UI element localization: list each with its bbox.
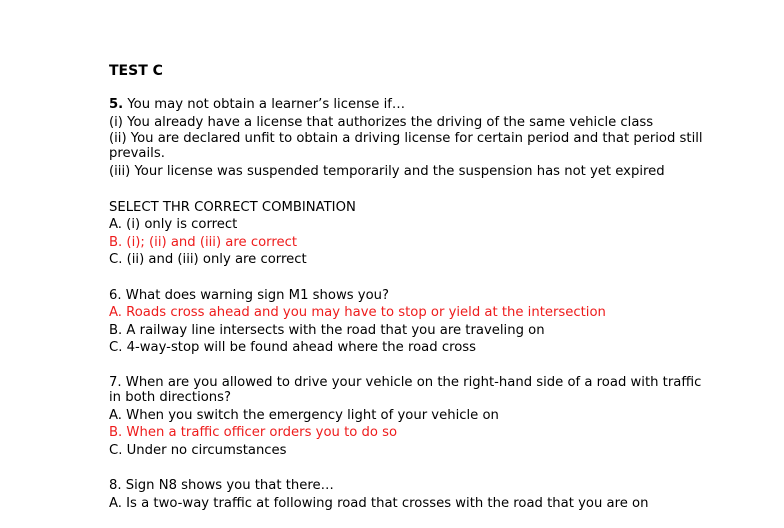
- question-5-item-1: (i) You already have a license that authorizes the driving of the same vehicle class: [109, 114, 654, 130]
- question-6-option-c: C. 4-way-stop will be found ahead where the road cross: [109, 340, 477, 355]
- question-7-option-c: C. Under no circumstances: [109, 442, 287, 458]
- spacer: [109, 459, 709, 477]
- test-title: TEST C: [109, 63, 163, 79]
- question-6-option-a-correct: A. Roads cross ahead and you may have to stop or yield at the intersection: [109, 305, 606, 320]
- question-7: 7. When are you allowed to drive your vehicle on the right-hand side of a road with traffic in both directions?: [109, 374, 702, 405]
- question-5-option-c: C. (ii) and (iii) only are correct: [109, 252, 307, 267]
- question-7-option-a: A. When you switch the emergency light of your vehicle on: [109, 407, 499, 423]
- spacer: [109, 269, 709, 287]
- spacer: [109, 181, 709, 199]
- question-6: 6. What does warning sign M1 shows you?: [109, 287, 390, 303]
- question-7-option-b-correct: B. When a traffic officer orders you to do so: [109, 425, 398, 440]
- question-5-text: You may not obtain a learner’s license if…: [123, 97, 406, 112]
- question-5-item-2: (ii) You are declared unfit to obtain a driving license for certain period and that period still prevails.: [109, 131, 703, 161]
- document-page: [109, 61, 709, 512]
- question-5-option-a: A. (i) only is correct: [109, 217, 238, 232]
- question-6-option-b: B. A railway line intersects with the road that you are traveling on: [109, 322, 545, 338]
- question-5: [109, 96, 709, 114]
- question-5-option-b-correct: B. (i); (ii) and (iii) are correct: [109, 234, 297, 250]
- spacer: [109, 357, 709, 375]
- question-5-number: 5.: [109, 97, 124, 112]
- question-5-instruction: SELECT THR CORRECT COMBINATION: [109, 199, 356, 215]
- question-8: 8. Sign N8 shows you that there…: [109, 478, 334, 493]
- question-5-item-3: (iii) Your license was suspended temporarily and the suspension has not yet expired: [109, 164, 665, 179]
- question-8-option-a: A. Is a two-way traffic at following road that crosses with the road that you are on: [109, 495, 649, 511]
